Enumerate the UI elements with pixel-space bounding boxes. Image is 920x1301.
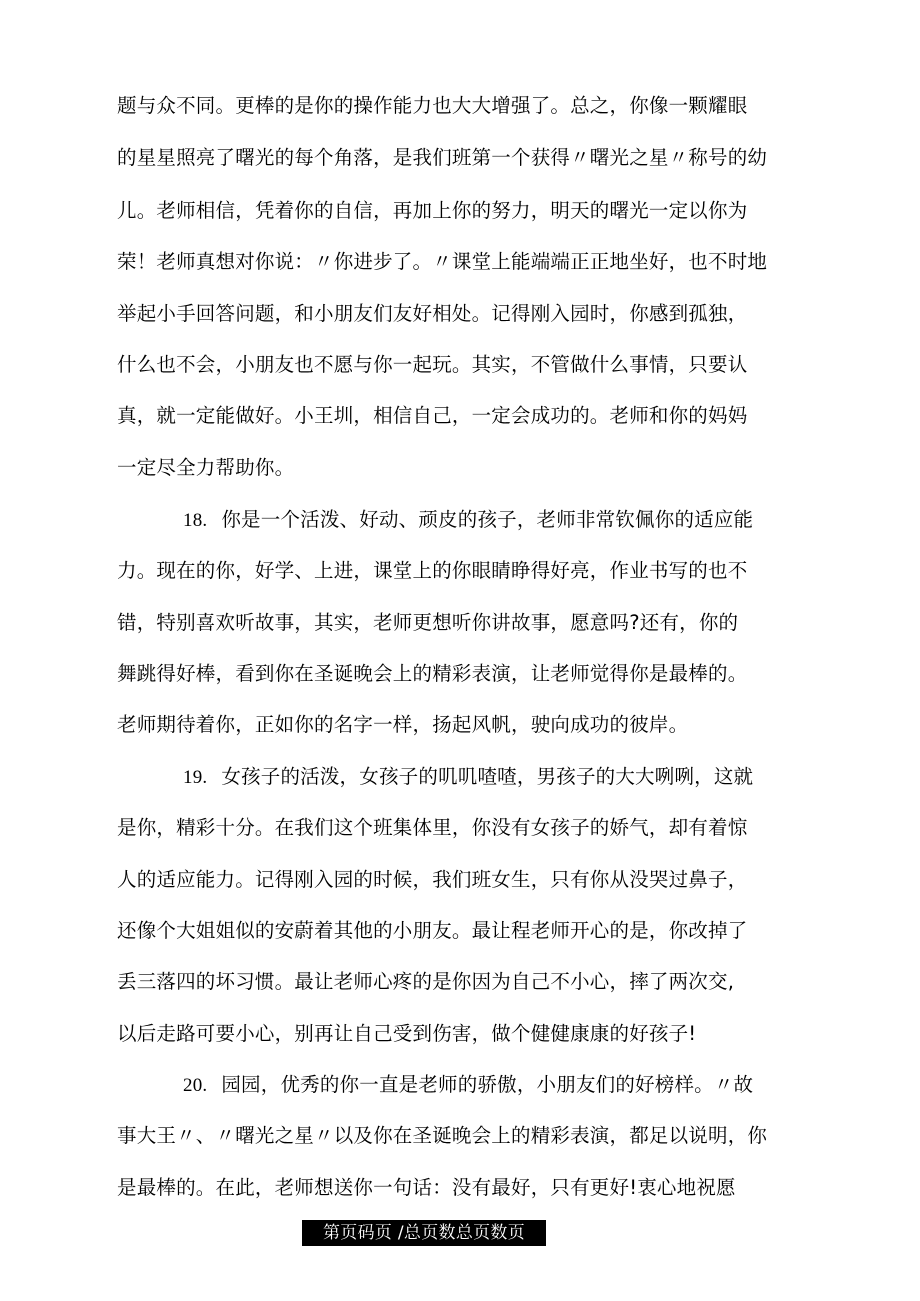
text-line (183, 1073, 783, 1098)
text-line-content: 你是一个活泼、好动、顽皮的孩子，老师非常钦佩你的适应能 (221, 508, 754, 531)
text-line-content: 园园，优秀的你一直是老师的骄傲，小朋友们的好榜样。〃故 (221, 1073, 754, 1096)
text-line: 举起小手回答问题，和小朋友们友好相处。记得刚入园时，你感到孤独， (117, 302, 748, 325)
text-line: 以后走路可要小心，别再让自己受到伤害，做个健健康康的好孩子! (117, 1022, 697, 1045)
text-line: 题与众不同。更棒的是你的操作能力也大大增强了。总之，你像一颗耀眼 (117, 94, 748, 117)
text-line (183, 508, 783, 533)
paragraph-number: 20. (183, 1075, 208, 1096)
text-line: 人的适应能力。记得刚入园的时候，我们班女生，只有你从没哭过鼻子， (117, 868, 748, 891)
text-line: 力。现在的你，好学、上进，课堂上的你眼睛睁得好亮，作业书写的也不 (117, 559, 748, 582)
text-line: 老师期待着你，正如你的名字一样，扬起风帆，驶向成功的彼岸。 (117, 713, 689, 736)
text-line: 什么也不会，小朋友也不愿与你一起玩。其实，不管做什么事情，只要认 (117, 353, 748, 376)
text-line: 丢三落四的坏习惯。最让老师心疼的是你因为自己不小心，摔了两次交, (117, 970, 735, 993)
text-line: 舞跳得好棒，看到你在圣诞晚会上的精彩表演，让老师觉得你是最棒的。 (117, 662, 748, 685)
text-line (183, 765, 783, 790)
text-line: 错，特别喜欢听故事，其实，老师更想听你讲故事，愿意吗?还有，你的 (117, 611, 739, 634)
paragraph-number: 18. (183, 510, 208, 531)
text-line: 是最棒的。在此，老师想送你一句话：没有最好，只有更好!衷心地祝愿 (117, 1176, 736, 1199)
text-line: 的星星照亮了曙光的每个角落，是我们班第一个获得〃曙光之星〃称号的幼 (117, 146, 768, 169)
text-line: 真，就一定能做好。小王圳，相信自己，一定会成功的。老师和你的妈妈 (117, 404, 748, 427)
page-footer: 第页码页 /总页数总页数页 (302, 1220, 546, 1246)
text-line: 是你，精彩十分。在我们这个班集体里，你没有女孩子的娇气，却有着惊 (117, 816, 748, 839)
paragraph-number: 19. (183, 767, 208, 788)
text-line: 一定尽全力帮助你。 (117, 456, 295, 479)
text-line: 荣！老师真想对你说：〃你进步了。〃课堂上能端端正正地坐好，也不时地 (117, 250, 768, 273)
text-line: 还像个大姐姐似的安蔚着其他的小朋友。最让程老师开心的是，你改掉了 (117, 919, 748, 942)
text-line: 儿。老师相信，凭着你的自信，再加上你的努力，明天的曙光一定以你为 (117, 199, 748, 222)
text-line-content: 女孩子的活泼，女孩子的叽叽喳喳，男孩子的大大咧咧，这就 (221, 765, 754, 788)
text-line: 事大王〃、〃曙光之星〃以及你在圣诞晚会上的精彩表演，都足以说明，你 (117, 1124, 768, 1147)
